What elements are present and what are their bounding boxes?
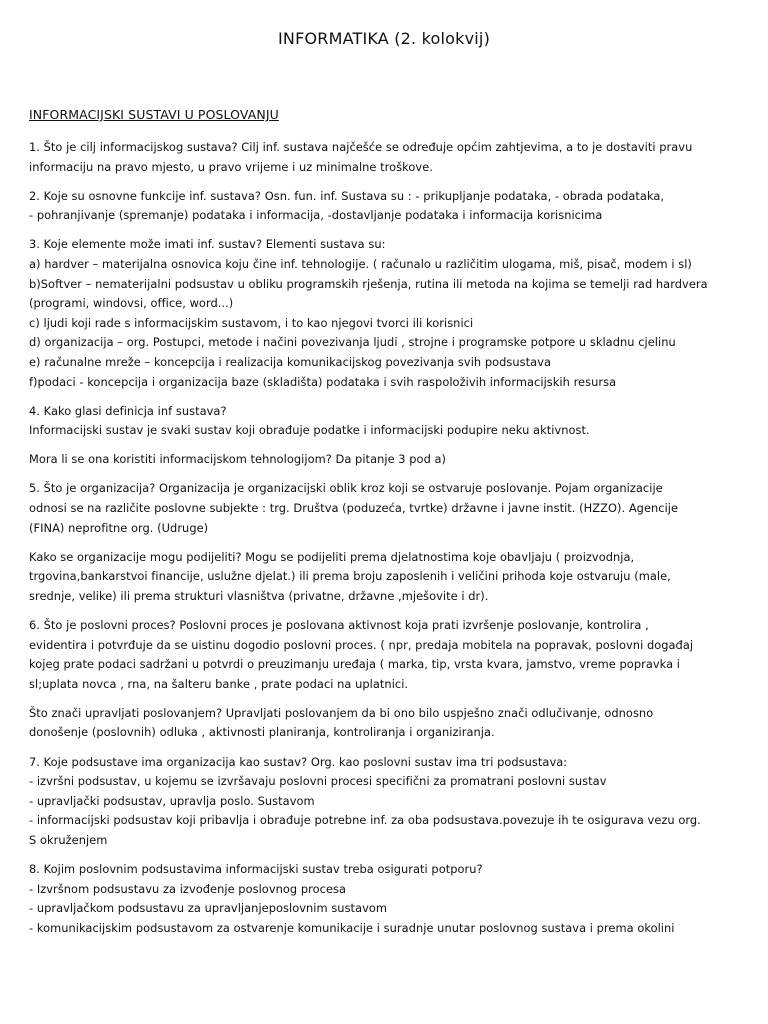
text-line: d) organizacija – org. Postupci, metode i načini povezivanja ljudi , strojne i programske potpore u skladnu cjelinu [29, 335, 676, 350]
paragraph [29, 753, 749, 851]
text-line: - upravljačkom podsustavu za upravljanjeposlovnim sustavom [29, 901, 388, 916]
text-line: srednje, velike) ili prema strukturi vlasništva (privatne, državne ,mješovite i dr). [29, 588, 489, 603]
section-heading: INFORMACIJSKI SUSTAVI U POSLOVANJU [29, 107, 279, 122]
text-line: b)Softver – nematerijalni podsustav u obliku programskih rješenja, rutina ili metoda na kojima se temelji rad hardvera [29, 276, 708, 291]
text-line: trgovina,bankarstvoi financije, uslužne djelat.) ili prema broju zaposlenih i veličini prihoda koje ostvaruju (male, [29, 569, 671, 584]
paragraph [29, 450, 749, 470]
text-line: - informacijski podsustav koji pribavlja i obrađuje potrebne inf. za oba podsustava.povezuje ih te osigurava vezu org. [29, 813, 701, 828]
text-line: 8. Kojim poslovnim podsustavima informacijski sustav treba osigurati potporu? [29, 862, 483, 876]
text-line: sl;uplata novca , rna, na šalteru banke , prate podaci na uplatnici. [29, 676, 409, 691]
text-line: 7. Koje podsustave ima organizacija kao sustav? Org. kao poslovni sustav ima tri podsustava: [29, 754, 568, 769]
text-line: donošenje (poslovnih) odluka , aktivnosti planiranja, kontroliranja i organiziranja. [29, 725, 495, 740]
paragraph [29, 860, 749, 938]
text-line: e) računalne mreže – koncepcija i realizacija komunikacijskog povezivanja svih podsustava [29, 354, 552, 369]
paragraph [29, 479, 749, 538]
paragraph [29, 616, 749, 694]
document-title: INFORMATIKA (2. kolokvij) [277, 29, 491, 48]
text-line: 4. Kako glasi definicja inf sustava? [29, 403, 227, 418]
text-line: f)podaci - koncepcija i organizacija baze (skladišta) podataka i svih raspoloživih informacijskih resursa [29, 374, 617, 389]
paragraph [29, 235, 749, 392]
text-line: 6. Što je poslovni proces? Poslovni proces je poslovana aktivnost koja prati izvršenje poslovanje, kontrolira , [29, 617, 649, 632]
text-line: 3. Koje elemente može imati inf. sustav? Elementi sustava su: [29, 237, 386, 252]
text-line: odnosi se na različite poslovne subjekte : trg. Društva (poduzeća, tvrtke) državne i javne instit. (HZZO). Agencije [29, 501, 679, 515]
text-line: a) hardver – materijalna osnovica koju čine inf. tehnologije. ( računalo u različitim ulogama, miš, pisač, modem i sl) [29, 256, 692, 271]
paragraph [29, 704, 749, 743]
text-line: Kako se organizacije mogu podijeliti? Mogu se podijeliti prema djelatnostima koje obavljaju ( proizvodnja, [29, 549, 635, 564]
paragraph [29, 187, 749, 226]
text-line: Što znači upravljati poslovanjem? Upravljati poslovanjem da bi ono bilo uspješno znači odlučivanje, odnosno [29, 705, 654, 720]
text-line: - Izvršnom podsustavu za izvođenje poslovnog procesa [29, 881, 347, 896]
text-line: - pohranjivanje (spremanje) podataka i informacija, -dostavljanje podataka i informacija korisnicima [29, 208, 603, 223]
text-line: S okruženjem [29, 832, 108, 847]
text-line: 2. Koje su osnovne funkcije inf. sustava? Osn. fun. inf. Sustava su : - prikupljanje podataka, - obrada podataka, [29, 188, 665, 203]
text-line: - upravljački podsustav, upravlja poslo. Sustavom [29, 793, 315, 808]
text-line: kojeg prate podaci sadržani u potvrdi o preuzimanju uređaja ( marka, tip, vrsta kvara, jamstvo, vreme popravka i [29, 657, 681, 672]
text-line: Informacijski sustav je svaki sustav koji obrađuje podatke i informacijski podupire neku aktivnost. [29, 423, 590, 438]
text-line: 1. Što je cilj informacijskog sustava? Cilj inf. sustava najčešće se određuje općim zahtjevima, a to je dostaviti pravu [29, 140, 693, 154]
text-line: 5. Što je organizacija? Organizacija je organizacijski oblik kroz koji se ostvaruje poslovanje. Pojam organizacije [29, 481, 663, 496]
paragraph [29, 548, 749, 607]
paragraph [29, 138, 749, 177]
text-line: informaciju na pravo mjesto, u pravo vrijeme i uz minimalne troškove. [29, 159, 433, 174]
text-line: c) ljudi koji rade s informacijskim sustavom, i to kao njegovi tvorci ili korisnici [29, 315, 474, 330]
paragraph [29, 402, 749, 441]
text-line: (FINA) neprofitne org. (Udruge) [29, 520, 209, 535]
text-line: - komunikacijskim podsustavom za ostvarenje komunikacije i suradnje unutar poslovnog sustava i prema okolini [29, 920, 675, 935]
text-line: - izvršni podsustav, u kojemu se izvršavaju poslovni procesi specifični za promatrani poslovni sustav [29, 774, 607, 789]
text-line: Mora li se ona koristiti informacijskom tehnologijom? Da pitanje 3 pod a) [29, 452, 447, 467]
text-line: evidentira i potvrđuje da se uistinu dogodio poslovni proces. ( npr, predaja mobitela na popravak, poslovni događaj [29, 637, 694, 652]
document-body [29, 138, 749, 948]
text-line: (programi, windovsi, office, word...) [29, 296, 234, 311]
